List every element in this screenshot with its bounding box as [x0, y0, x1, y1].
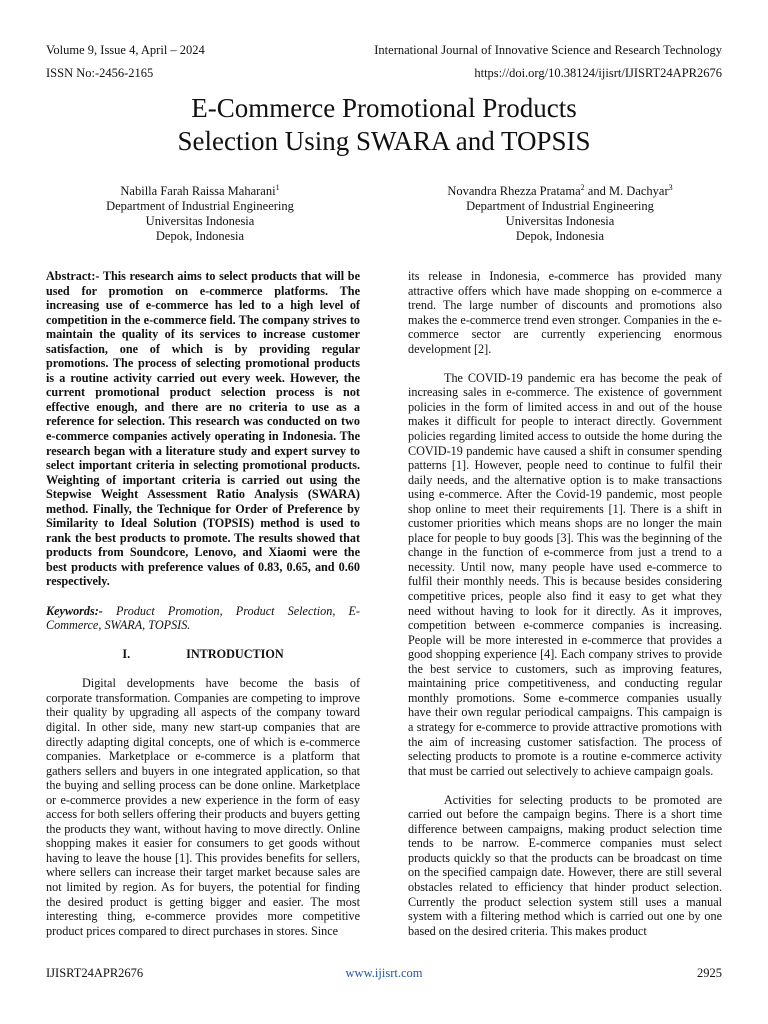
keywords-label: Keywords:-: [46, 603, 103, 618]
author-dept: Department of Industrial Engineering: [106, 199, 294, 213]
author-dept: Department of Industrial Engineering: [466, 199, 654, 213]
author-affil-mark: 1: [275, 182, 280, 192]
author-affil-mark-2: 3: [668, 182, 673, 192]
issn: ISSN No:-2456-2165: [46, 66, 154, 80]
paragraph: Activities for selecting products to be promoted are carried out before the campaign begins. There is a short time difference between campaigns, making product selection time tends to be narrow. E-commerce companies must select products quickly so that the products can be broadcast on time on the specified campaign date. However, there are still several obstacles related to efficiency that hinder product selection. Currently the product selection system still uses a manual system with a filtering method which is carried out one by one based on the desired criteria. This makes product: [408, 792, 722, 938]
paper-title: [0, 92, 768, 158]
author-block-2: [420, 184, 700, 244]
author-university: Universitas Indonesia: [505, 214, 615, 228]
footer-page-number: 2925: [697, 966, 722, 980]
section-heading: [46, 647, 360, 662]
author-name: Nabilla Farah Raissa Maharani: [120, 184, 276, 198]
paragraph: Digital developments have become the basis of corporate transformation. Companies are competing to improve their quality by upgrading all aspects of the company toward digital. In other side, many new start-up companies that are directly adapting digital concepts, one of which is e-commerce companies. Marketplace or e-commerce is a platform that gathers sellers and buyers in one integrated application, so that the buying and selling process can be done online. Marketplace or e-commerce provides a new experience in the form of easy access for both sellers offering their products and buyers getting the products they want, without having to move directly. Online shopping makes it easier for consumers to get goods without having to leave the house [1]. This provides benefits for sellers, where sellers can increase their target market because sales are not limited by region. As for buyers, the potential for finding the desired product is getting bigger and easier. The most interesting thing, e-commerce provides more competitive product prices compared to direct purchases in stores. Since: [46, 676, 360, 938]
left-column: [46, 269, 360, 938]
footer-paper-code: IJISRT24APR2676: [46, 966, 144, 980]
author-name-2: and M. Dachyar: [584, 184, 669, 198]
section-title: INTRODUCTION: [186, 647, 284, 662]
author-city: Depok, Indonesia: [515, 229, 605, 243]
right-column: [408, 269, 722, 938]
footer-website-link[interactable]: www.ijisrt.com: [345, 966, 423, 980]
author-block-1: [60, 184, 340, 244]
title-line-2: Selection Using SWARA and TOPSIS: [177, 126, 591, 156]
keywords-text: Product Promotion, Product Selection, E-Commerce, SWARA, TOPSIS.: [46, 603, 360, 633]
author-city: Depok, Indonesia: [155, 229, 245, 243]
author-affil-mark: 2: [580, 182, 585, 192]
journal-name: International Journal of Innovative Science and Research Technology: [374, 43, 722, 57]
abstract: Abstract:- This research aims to select products that will be used for promotion on e-commerce platforms. The increasing use of e-commerce has led to a high level of competition in the e-commerce field. The company strives to maintain the quality of its services to increase customer satisfaction, one of which is by providing regular promotions. The process of selecting promotional products is a routine activity carried out every week. However, the current promotional product selection process is not effective enough, and there are no criteria to use as a reference for selection. This research was conducted on two e-commerce companies actively operating in Indonesia. The research began with a literature study and expert survey to select important criteria in selecting promotional products. Weighting of important criteria is carried out using the Stepwise Weight Assessment Ratio Analysis (SWARA) method. Finally, the Technique for Order of Preference by Similarity to Ideal Solution (TOPSIS) method is used to rank the best products to promote. The results showed that products from Soundcore, Lenovo, and Xiaomi were the best products with preference values of 0.83, 0.65, and 0.60 respectively.: [46, 269, 360, 589]
doi-link[interactable]: https://doi.org/10.38124/ijisrt/IJISRT24APR2676: [474, 66, 722, 80]
section-number: I.: [122, 647, 131, 662]
keywords: [46, 604, 360, 633]
paragraph: its release in Indonesia, e-commerce has provided many attractive offers which have made shopping on e-commerce a trend. The large number of discounts and promotions also makes the e-commerce trend even stronger. Companies in the e-commerce sector are currently experiencing enormous development [2].: [408, 269, 722, 356]
volume-info: Volume 9, Issue 4, April – 2024: [46, 43, 205, 57]
author-university: Universitas Indonesia: [145, 214, 255, 228]
author-name: Novandra Rhezza Pratama: [447, 184, 581, 198]
paragraph: The COVID-19 pandemic era has become the peak of increasing sales in e-commerce. The existence of government policies in the form of limited access in and out of the house makes it difficult for people to interact directly. Government policies regarding limited access to outside the home during the COVID-19 pandemic have caused a shift in consumer spending patterns [1]. However, people need to continue to fulfil their daily needs, and the alternative option is to make transactions using e-commerce. After the Covid-19 pandemic, most people shop online to meet their requirements [1]. There is a shift in customer priorities which means shops are no longer the main place for people to buy goods [3]. This was the beginning of the change in the function of e-commerce from just a trend to a necessity. Until now, many people have used e-commerce to fulfil their monthly needs. This is because besides considering competitive prices, people also find it easy to get what they need without having to look for it directly. As it improves, competition between e-commerce companies is increasing. People will be more interested in e-commerce that provides a good shopping experience [4]. Each company strives to provide the best service to customers, such as improving features, maintaining price competitiveness, and conducting regular monthly promotions. Some e-commerce companies usually have their own regular periodical campaigns. This campaign is a strategy for e-commerce to provide attractive promotions with the aim of increasing customer satisfaction. The process of selecting products to promote is a routine e-commerce activity that must be carried out selectively to achieve campaign goals.: [408, 370, 722, 778]
title-line-1: E-Commerce Promotional Products: [191, 93, 577, 123]
